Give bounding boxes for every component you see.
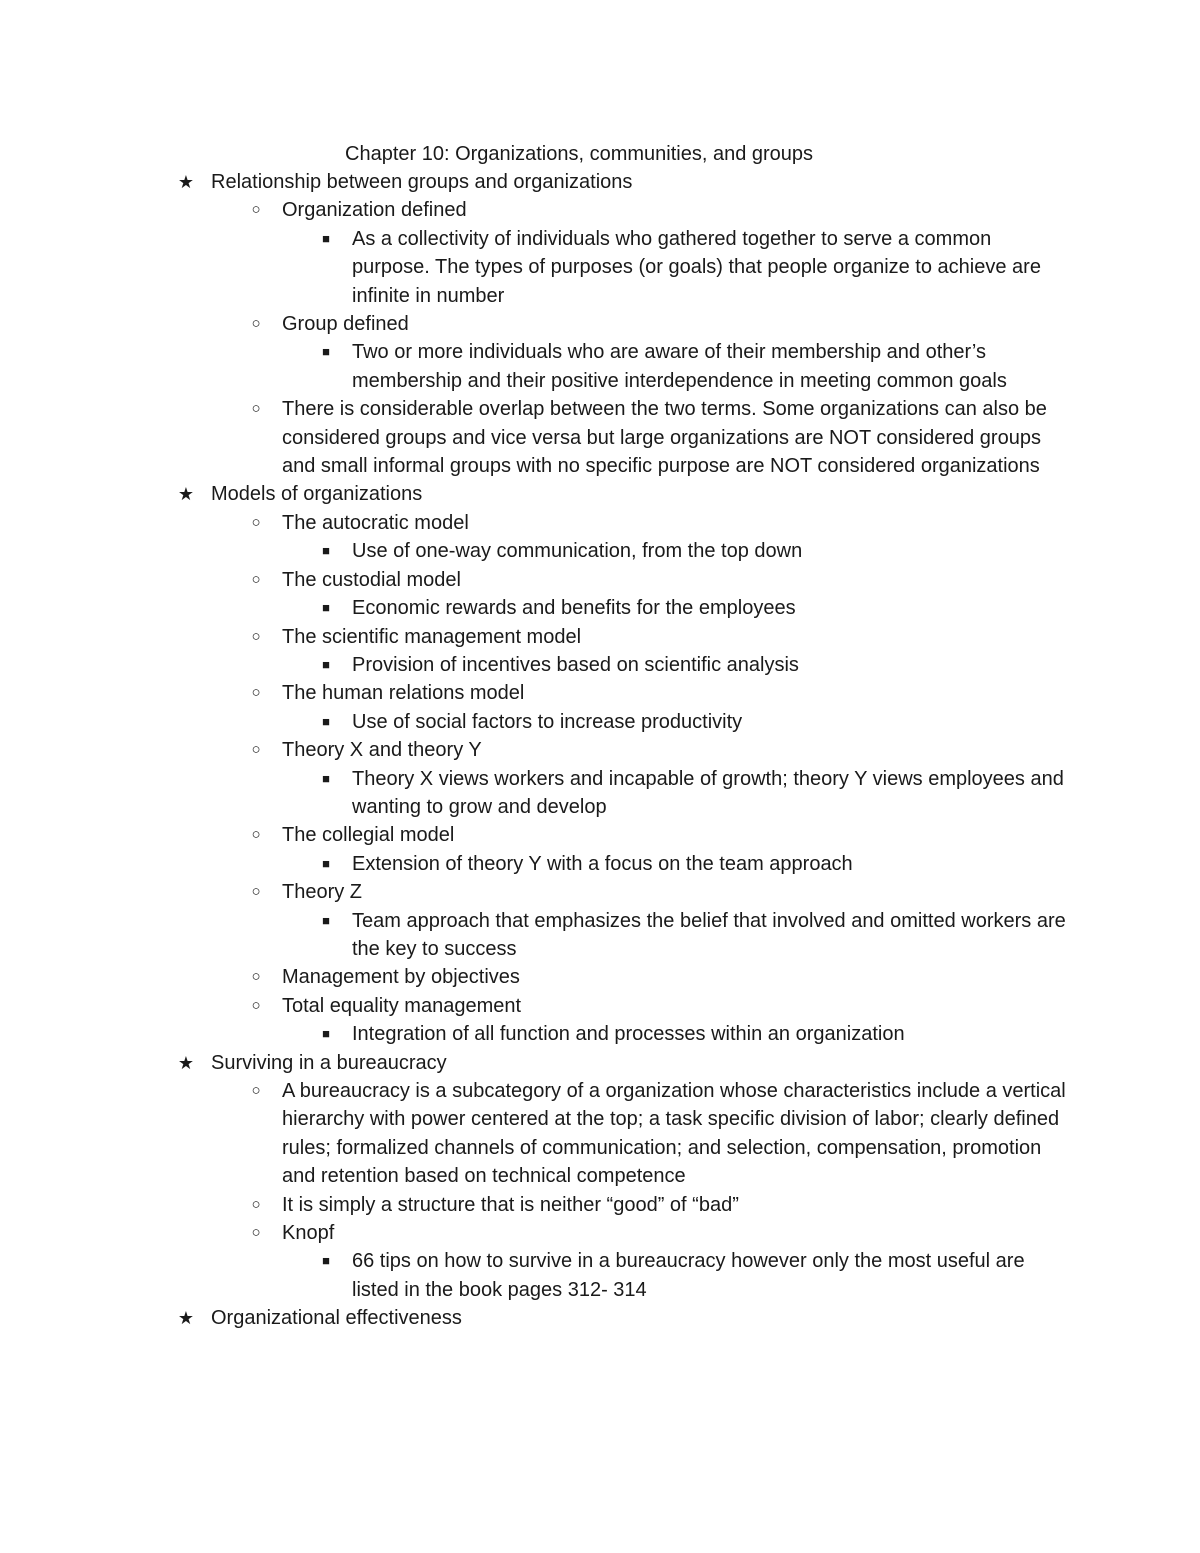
outline-item-text: Theory Z [282, 881, 363, 904]
outline-item-level-2 [0, 196, 1200, 224]
star-bullet-icon: ★ [177, 484, 195, 505]
circle-bullet-icon: ○ [251, 1224, 261, 1242]
circle-bullet-icon: ○ [251, 996, 261, 1014]
outline-item-text: Relationship between groups and organizations [211, 171, 633, 193]
square-bullet-icon: ■ [322, 912, 330, 928]
outline-item-text: Team approach that emphasizes the belief that involved and omitted workers are the key to success [352, 909, 1066, 960]
outline-item-level-1 [0, 168, 1200, 196]
outline-item-level-2 [0, 566, 1200, 594]
outline-item-level-2 [0, 1219, 1200, 1247]
outline-item-text: Use of one-way communication, from the top down [352, 540, 803, 563]
outline-item-level-3 [0, 708, 1200, 736]
outline-item-text: Group defined [282, 313, 409, 336]
outline-item-text: The scientific management model [282, 625, 582, 648]
outline-item-text: Total equality management [282, 994, 522, 1017]
outline-item-level-3 [0, 594, 1200, 622]
square-bullet-icon: ■ [322, 1253, 330, 1269]
square-bullet-icon: ■ [322, 713, 330, 729]
outline-item-level-3 [0, 651, 1200, 679]
outline-item-level-3 [0, 765, 1200, 822]
outline-item-level-2 [0, 821, 1200, 849]
circle-bullet-icon: ○ [251, 627, 261, 645]
outline-item-level-2 [0, 963, 1200, 991]
circle-bullet-icon: ○ [251, 1195, 261, 1213]
outline-item-level-3 [0, 338, 1200, 395]
outline-item-text: Economic rewards and benefits for the employees [352, 597, 796, 620]
circle-bullet-icon: ○ [251, 684, 261, 702]
square-bullet-icon: ■ [322, 656, 330, 672]
outline-item-text: There is considerable overlap between the two terms. Some organizations can also be considered groups and vice versa but large organizations are NOT considered groups and small informal groups with no specific purpose are NOT considered organizations [282, 398, 1047, 478]
circle-bullet-icon: ○ [251, 1082, 261, 1099]
outline-item-text: Surviving in a bureaucracy [211, 1051, 447, 1074]
outline-item-text: The collegial model [282, 824, 455, 847]
outline-item-text: Theory X and theory Y [282, 739, 482, 762]
circle-bullet-icon: ○ [251, 570, 261, 588]
outline-item-level-2 [0, 623, 1200, 651]
outline-item-level-2 [0, 736, 1200, 764]
circle-bullet-icon: ○ [251, 513, 261, 531]
outline-item-text: Two or more individuals who are aware of their membership and other’s membership and their positive interdependence in meeting common goals [352, 341, 1007, 392]
square-bullet-icon: ■ [322, 344, 330, 360]
outline-list [0, 168, 1200, 1333]
outline-item-text: The custodial model [282, 568, 461, 591]
circle-bullet-icon: ○ [251, 400, 261, 418]
outline-item-level-2 [0, 1077, 1200, 1191]
circle-bullet-icon: ○ [251, 826, 261, 844]
circle-bullet-icon: ○ [251, 741, 261, 759]
square-bullet-icon: ■ [322, 770, 330, 786]
circle-bullet-icon: ○ [251, 883, 261, 901]
star-bullet-icon: ★ [177, 172, 195, 192]
square-bullet-icon: ■ [322, 855, 330, 871]
outline-item-text: A bureaucracy is a subcategory of a organization whose characteristics include a vertical hierarchy with power centered at the top; a task specific division of labor; clearly defined rules; formalized channels of communication; and selection, compensation, promotion and retention based on technical competence [282, 1080, 1066, 1188]
outline-item-text: It is simply a structure that is neither “good” of “bad” [282, 1193, 739, 1216]
outline-item-level-2 [0, 878, 1200, 906]
circle-bullet-icon: ○ [251, 315, 261, 333]
outline-item-level-2 [0, 1191, 1200, 1219]
outline-item-text: Theory X views workers and incapable of growth; theory Y views employees and wanting to grow and develop [352, 767, 1064, 818]
outline-item-text: As a collectivity of individuals who gathered together to serve a common purpose. The types of purposes (or goals) that people organize to achieve are infinite in number [352, 227, 1041, 307]
outline-item-text: Organizational effectiveness [211, 1307, 462, 1330]
star-bullet-icon: ★ [177, 1052, 195, 1073]
outline-item-level-3 [0, 537, 1200, 565]
outline-item-level-3 [0, 1247, 1200, 1304]
outline-item-text: Extension of theory Y with a focus on the team approach [352, 852, 853, 875]
star-bullet-icon: ★ [177, 1308, 195, 1329]
outline-item-level-2 [0, 310, 1200, 338]
circle-bullet-icon: ○ [251, 201, 261, 219]
square-bullet-icon: ■ [322, 230, 330, 246]
outline-item-level-2 [0, 395, 1200, 480]
outline-item-text: Knopf [282, 1222, 335, 1245]
square-bullet-icon: ■ [322, 600, 330, 616]
outline-item-text: Provision of incentives based on scientific analysis [352, 653, 799, 676]
square-bullet-icon: ■ [322, 543, 330, 559]
outline-item-text: The autocratic model [282, 511, 469, 534]
outline-item-level-2 [0, 679, 1200, 707]
outline-item-text: The human relations model [282, 682, 525, 705]
outline-item-level-3 [0, 907, 1200, 964]
outline-item-level-1 [0, 480, 1200, 508]
document-title: Chapter 10: Organizations, communities, and groups [345, 143, 814, 165]
outline-item-level-2 [0, 992, 1200, 1020]
circle-bullet-icon: ○ [251, 968, 261, 986]
outline-item-text: Management by objectives [282, 966, 520, 989]
outline-item-text: Use of social factors to increase productivity [352, 710, 743, 733]
outline-item-level-1 [0, 1049, 1200, 1077]
outline-item-text: Organization defined [282, 199, 467, 222]
outline-item-text: Integration of all function and processes within an organization [352, 1023, 905, 1046]
outline-item-level-1 [0, 1304, 1200, 1332]
outline-item-level-3 [0, 1020, 1200, 1048]
outline-item-level-2 [0, 509, 1200, 537]
square-bullet-icon: ■ [322, 1026, 330, 1042]
outline-item-text: 66 tips on how to survive in a bureaucracy however only the most useful are listed in the book pages 312- 314 [352, 1250, 1025, 1301]
outline-item-text: Models of organizations [211, 483, 423, 506]
outline-item-level-3 [0, 225, 1200, 310]
outline-item-level-3 [0, 850, 1200, 878]
